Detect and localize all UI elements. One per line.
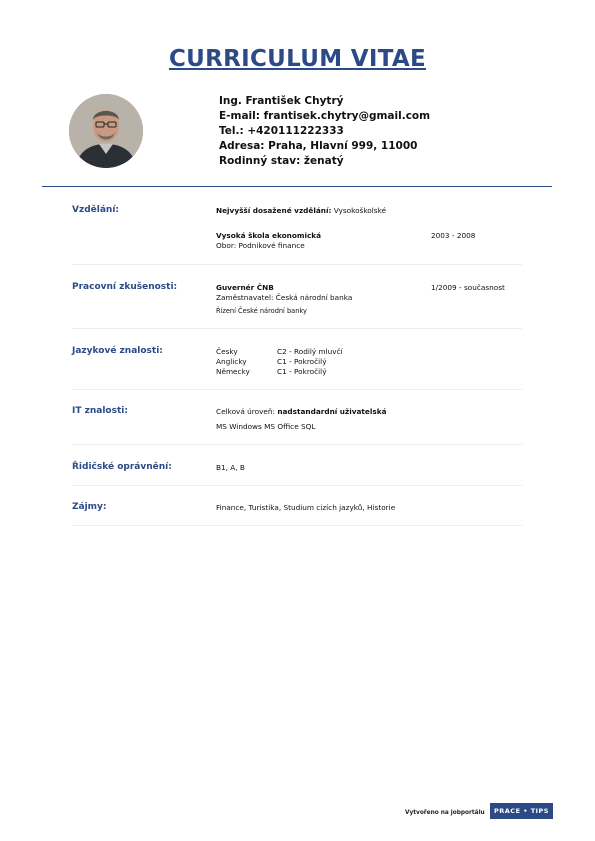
- section-divider: [72, 485, 522, 486]
- header-divider: [42, 186, 552, 187]
- job-position: Guvernér ČNB: [216, 283, 274, 292]
- person-photo-icon: [69, 94, 143, 168]
- highest-education-label: Nejvyšší dosažené vzdělání:: [216, 206, 332, 215]
- address-line: Adresa: Praha, Hlavní 999, 11000: [219, 140, 418, 152]
- language-level: C1 - Pokročilý: [277, 357, 327, 366]
- languages-label: Jazykové znalosti:: [72, 346, 163, 356]
- contact-block: [219, 94, 430, 169]
- job-period: 1/2009 - současnost: [431, 283, 505, 292]
- full-name: Ing. František Chytrý: [219, 95, 344, 107]
- language-name: Německy: [216, 367, 250, 376]
- email-line: E-mail: frantisek.chytry@gmail.com: [219, 110, 431, 122]
- it-tools: MS Windows MS Office SQL: [216, 422, 316, 431]
- language-level: C1 - Pokročilý: [277, 367, 327, 376]
- education-label: Vzdělání:: [72, 205, 119, 215]
- it-level: [216, 407, 387, 416]
- interests-value: Finance, Turistika, Studium cizích jazyků, Historie: [216, 503, 396, 512]
- it-label: IT znalosti:: [72, 406, 128, 416]
- it-level-value: nadstandardní uživatelská: [277, 407, 387, 416]
- section-divider: [72, 264, 522, 265]
- section-divider: [72, 328, 522, 329]
- highest-education: [216, 206, 386, 215]
- experience-label: Pracovní zkušenosti:: [72, 282, 178, 292]
- job-employer: Zaměstnavatel: Česká národní banka: [216, 293, 353, 302]
- highest-education-value: Vysokoškolské: [333, 206, 387, 215]
- driving-value: B1, A, B: [216, 463, 245, 472]
- interests-label: Zájmy:: [72, 502, 107, 512]
- education-years: 2003 - 2008: [431, 231, 476, 240]
- document-title: CURRICULUM VITAE: [168, 46, 427, 72]
- phone-line: Tel.: +420111222333: [219, 125, 344, 137]
- section-divider: [72, 444, 522, 445]
- it-level-prefix: Celková úroveň:: [216, 407, 275, 416]
- school-name: Vysoká škola ekonomická: [216, 231, 322, 240]
- job-description: Řízení České národní banky: [216, 307, 307, 315]
- language-name: Anglicky: [216, 357, 247, 366]
- portal-logo[interactable]: PRACE • TIPS: [490, 803, 553, 819]
- language-name: Česky: [216, 347, 238, 356]
- marital-status-line: Rodinný stav: ženatý: [219, 155, 344, 167]
- section-divider: [72, 389, 522, 390]
- section-divider: [72, 525, 522, 526]
- footer-credit: Vytvořeno na jobportálu: [405, 810, 485, 816]
- driving-label: Řidičské oprávnění:: [72, 462, 172, 472]
- school-field: Obor: Podnikové finance: [216, 241, 305, 250]
- language-level: C2 - Rodilý mluvčí: [277, 347, 343, 356]
- profile-photo: [69, 94, 143, 168]
